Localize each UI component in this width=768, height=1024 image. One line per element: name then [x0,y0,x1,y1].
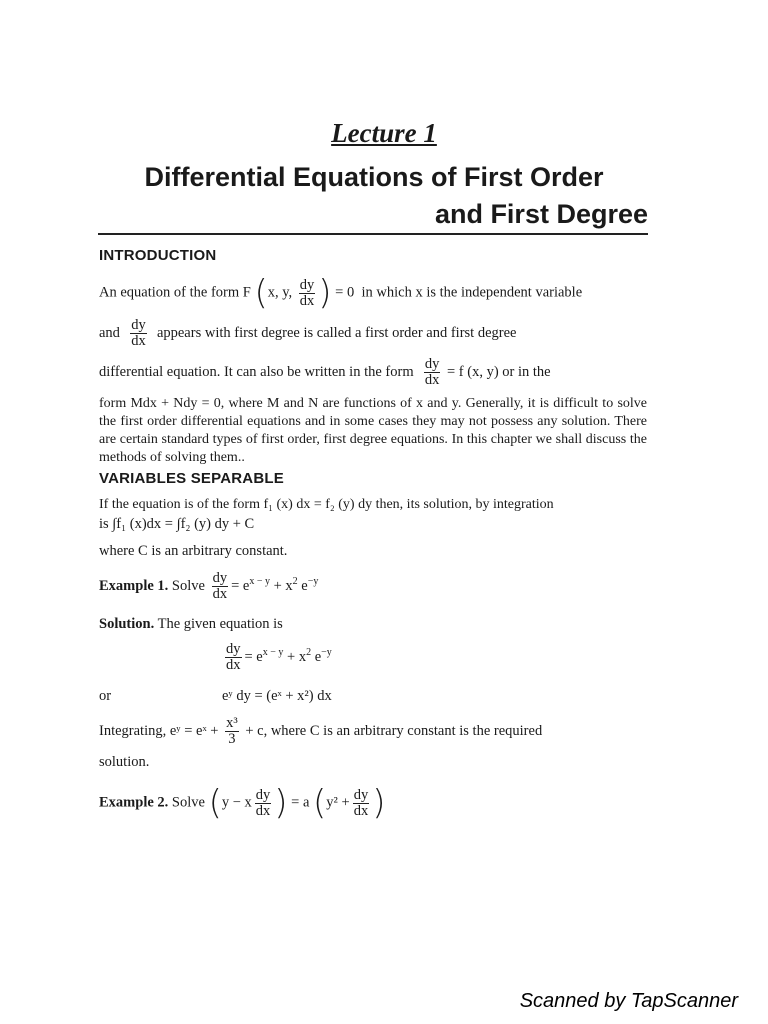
lecture-label: Lecture 1 [331,118,437,148]
separable-line-2: is ∫f₁ (x)dx = ∫f₂ (y) dy + C [99,516,255,532]
intro-line-2-suffix: appears with first degree is called a first order and first degree [156,324,517,341]
intro-line-1-suffix: in which x is the independent variable [361,284,583,301]
dy-dx-fraction: $\frac{dy}{dx}$ [255,786,271,819]
example-1-label: Example 1. [99,577,169,594]
example-1-solve: Solve [171,577,205,594]
intro-line-2-prefix: and [99,324,120,341]
introduction-heading: INTRODUCTION [99,247,217,264]
x-cubed-over-three: $\frac{\text{x³}}{3}$ [226,715,238,747]
dy-dx-fraction: $\frac{dy}{dx}$ [424,356,440,388]
dy-dx-fraction: $\frac{dy}{dx}$ [131,317,146,349]
right-paren: ) [318,273,332,313]
intro-line-3-suffix: = f (x, y) or in the [446,363,551,380]
solution-word: solution. [99,754,150,770]
left-paren: ( [254,273,268,313]
solution-equation-2: eʸ dy = (eˣ + x²) dx [222,688,332,704]
example-1: Example 1. Solve $\frac{dy}{dx}$ = $e^{x - y} + x^2$ $e^{-y}$ [99,570,319,602]
or-label: or [99,688,112,704]
example-2: Example 2. Solve (y − x $\frac{dy}{dx}$ ) = a (y² + $\frac{dy}{dx}$ ) [99,783,386,823]
title-divider [98,233,648,235]
dy-dx-fraction: $\frac{dy}{dx}$ [226,641,241,673]
dy-dx-fraction: $\frac{dy}{dx}$ [299,276,315,309]
intro-line-3-prefix: differential equation. It can also be written in the form [99,363,414,380]
intro-line-2 [99,318,649,349]
dy-dx-fraction: $\frac{dy}{dx}$ [353,786,369,819]
separable-line-1: If the equation is of the form f₁ (x) dx = f₂ (y) dy then, its solution, by integration [99,497,554,512]
solution-equation-1: $\frac{dy}{dx}$ = $e^{x - y} + x^2$ $e^{-y}$ [226,641,332,673]
solution-text: The given equation is [157,616,283,632]
separable-line-3: where C is an arbitrary constant. [99,543,288,559]
integrating-line: Integrating, eʸ = eˣ + $\frac{\text{x³}}{3}$ + c, where C is an arbitrary constant is the required [99,715,543,747]
chapter-title-line-1: Differential Equations of First Order [144,162,604,192]
example-2-solve: Solve [171,794,205,811]
intro-line-3 [99,357,649,388]
intro-paragraph: form Mdx + Ndy = 0, where M and N are functions of x and y. Generally, it is difficult to solve the first order differential equations and in some cases they may not possess any solution. There are certain standard types of first order, first degree equations. In this chapter we shall discuss the methods of solving them.. [99,396,647,465]
equals-zero: = 0 [335,284,355,301]
variables-separable-heading: VARIABLES SEPARABLE [99,470,284,487]
function-args: x, y, [267,284,293,301]
example-2-label: Example 2. [99,794,169,811]
solution-intro [99,614,283,635]
scanner-watermark: Scanned by TapScanner [519,990,738,1012]
intro-line-1 [99,273,649,313]
chapter-title-line-2: and First Degree [434,199,648,229]
intro-line-1-prefix: An equation of the form F [99,284,251,301]
dy-dx-fraction: $\frac{dy}{dx}$ [212,570,228,602]
solution-label: Solution. [99,616,155,632]
